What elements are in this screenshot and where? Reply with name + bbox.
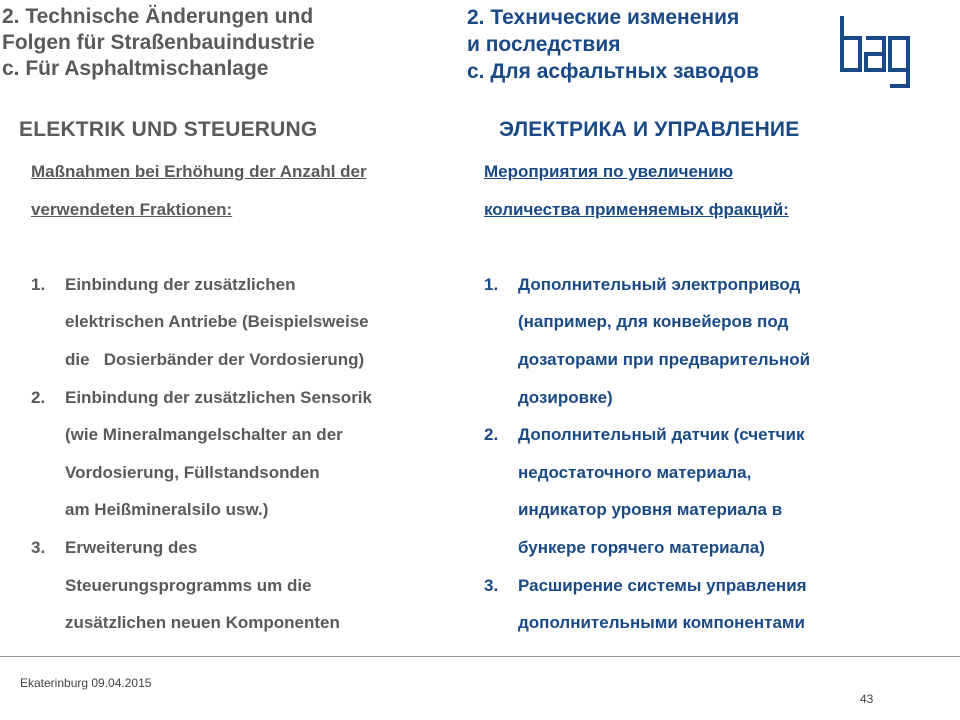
item-number: 2. bbox=[484, 425, 499, 445]
footer-divider bbox=[0, 656, 960, 657]
intro-line: verwendeten Fraktionen: bbox=[31, 199, 233, 219]
list-item bbox=[484, 567, 904, 642]
item-number: 3. bbox=[484, 575, 499, 595]
list-item bbox=[484, 266, 904, 416]
item-line: elektrischen Antriebe (Beispielsweise bbox=[65, 312, 369, 332]
title-russian-line: 2. Технические изменения bbox=[467, 6, 740, 29]
intro-russian bbox=[484, 153, 904, 228]
item-line: дозировке) bbox=[518, 387, 613, 407]
list-item bbox=[31, 529, 456, 642]
intro-german bbox=[31, 153, 456, 228]
item-line: Дополнительный электропривод bbox=[518, 274, 801, 294]
item-number: 3. bbox=[31, 537, 46, 557]
title-russian-line: и последствия bbox=[467, 33, 621, 56]
title-german-line: 2. Technische Änderungen und bbox=[2, 5, 314, 28]
intro-line: Мероприятия по увеличению bbox=[484, 162, 734, 181]
item-line: индикатор уровня материала в bbox=[518, 500, 783, 520]
item-line: (wie Mineralmangelschalter an der bbox=[65, 425, 343, 445]
item-line: Steuerungsprogramms um die bbox=[65, 575, 312, 595]
item-line: zusätzlichen neuen Komponenten bbox=[65, 613, 340, 633]
bag-logo bbox=[836, 12, 922, 90]
item-line: Erweiterung des bbox=[65, 537, 198, 557]
item-number: 2. bbox=[31, 387, 46, 407]
section-heading-russian: ЭЛЕКТРИКА И УПРАВЛЕНИЕ bbox=[499, 118, 800, 141]
section-heading-german: ELEKTRIK UND STEUERUNG bbox=[19, 118, 318, 141]
footer-location-date: Ekaterinburg 09.04.2015 bbox=[20, 676, 152, 690]
intro-line: Maßnahmen bei Erhöhung der Anzahl der bbox=[31, 162, 367, 181]
item-line: die Dosierbänder der Vordosierung) bbox=[65, 349, 365, 369]
list-item bbox=[484, 416, 904, 566]
item-line: Vordosierung, Füllstandsonden bbox=[65, 462, 320, 482]
item-line: Расширение системы управления bbox=[518, 575, 807, 595]
title-russian-line: с. Для асфальтных заводов bbox=[467, 60, 760, 83]
item-number: 1. bbox=[484, 274, 499, 294]
item-number: 1. bbox=[31, 274, 46, 294]
intro-line: количества применяемых фракций: bbox=[484, 199, 789, 219]
item-line: бункере горячего материала) bbox=[518, 537, 765, 557]
item-line: Дополнительный датчик (счетчик bbox=[518, 425, 805, 445]
title-german-line: Folgen für Straßenbauindustrie bbox=[2, 31, 315, 54]
item-line: дополнительными компонентами bbox=[518, 613, 805, 633]
russian-column bbox=[484, 153, 904, 642]
title-german-line: c. Für Asphaltmischanlage bbox=[2, 57, 269, 80]
item-line: am Heißmineralsilo usw.) bbox=[65, 500, 269, 520]
list-item bbox=[31, 266, 456, 379]
title-russian bbox=[467, 4, 857, 85]
page-number: 43 bbox=[860, 692, 874, 706]
item-line: недостаточного материала, bbox=[518, 462, 752, 482]
item-line: дозаторами при предварительной bbox=[518, 349, 811, 369]
title-german bbox=[2, 4, 432, 82]
item-line: Einbindung der zusätzlichen Sensorik bbox=[65, 387, 372, 407]
item-line: Einbindung der zusätzlichen bbox=[65, 274, 296, 294]
item-line: (например, для конвейеров под bbox=[518, 312, 789, 332]
german-column bbox=[31, 153, 456, 642]
list-item bbox=[31, 379, 456, 529]
